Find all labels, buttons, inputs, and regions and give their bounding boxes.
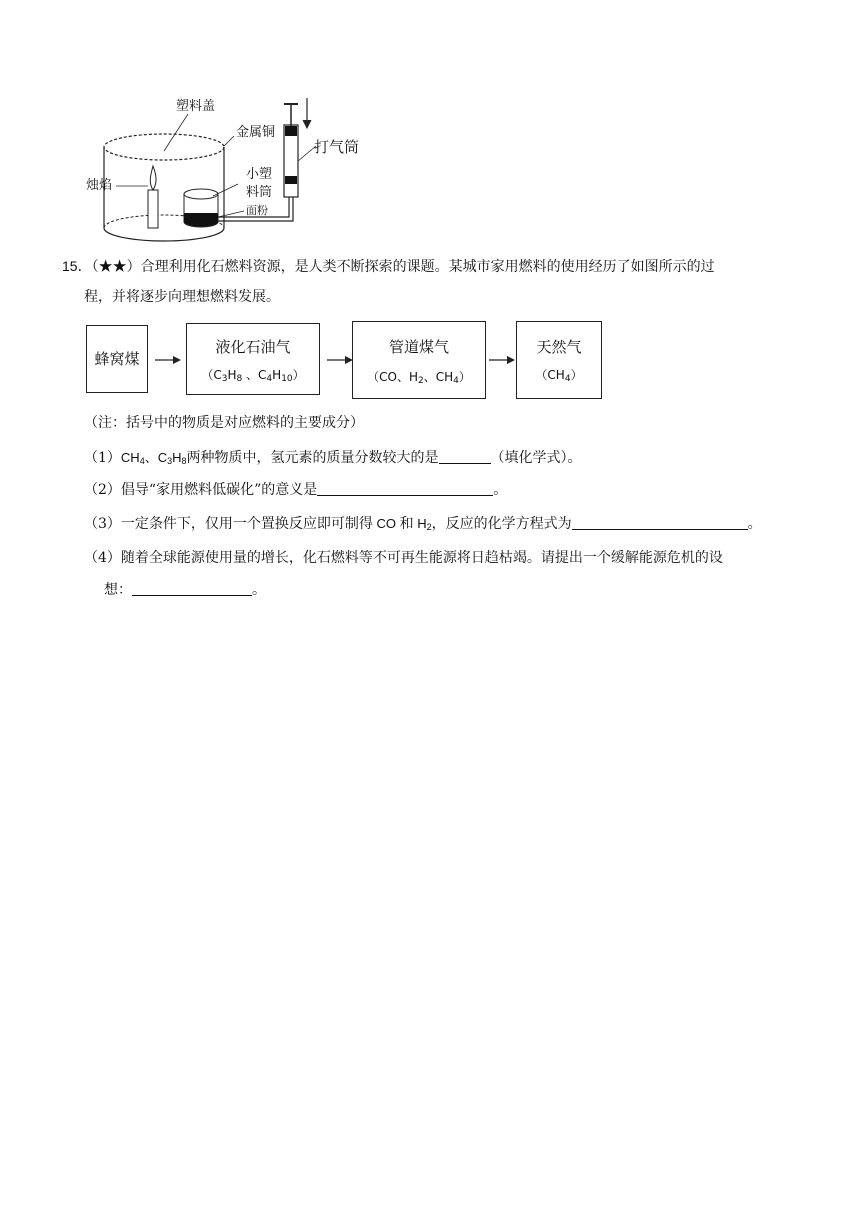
subquestion-4-line1: （4）随着全球能源使用量的增长，化石燃料等不可再生能源将日趋枯竭。请提出一个缓解能源危机的设 <box>84 550 723 566</box>
subquestion-4-line2: 想： 。 <box>104 582 266 598</box>
subquestion-3: （3）一定条件下，仅用一个置换反应即可制得 CO 和 $H_2$，反应的化学方程式为 。 <box>84 516 762 532</box>
apparatus-figure <box>78 86 378 246</box>
question-intro-line1 <box>62 256 715 277</box>
flow-box-lpg <box>186 323 320 395</box>
answer-blank-2[interactable] <box>317 480 493 496</box>
flow-box4-title: 天然气 <box>536 338 582 356</box>
label-cup-2: 料筒 <box>246 185 273 200</box>
flow-box-natural-gas <box>516 321 602 399</box>
small-cup-top <box>184 189 218 199</box>
flow-box-honeycomb-coal <box>86 325 148 393</box>
answer-blank-1[interactable] <box>439 448 491 464</box>
question-intro-line2: 程，并将逐步向理想燃料发展。 <box>84 289 280 305</box>
flow-arrow-icon <box>326 355 354 365</box>
label-candle: 烛焰 <box>86 178 113 193</box>
answer-blank-3[interactable] <box>572 514 748 530</box>
can-bottom <box>104 228 224 241</box>
subquestion-1: $(1)CH_4$、$C_3H_8$两种物质中，氢元素的质量分数较大的是 （填化学式）。 <box>84 450 582 466</box>
difficulty-stars: （★★） <box>91 259 141 275</box>
fuel-flow-diagram <box>86 321 606 403</box>
question-number: 15． <box>62 258 92 274</box>
label-pump: 打气筒 <box>314 138 360 156</box>
answer-blank-4[interactable] <box>132 580 252 596</box>
flow-box2-title: 液化石油气 <box>215 338 291 356</box>
flow-box4-formula: $(CH_4)$ <box>535 368 583 384</box>
flow-box-pipeline-gas <box>352 321 486 399</box>
flow-box3-title: 管道煤气 <box>388 338 449 356</box>
candle <box>148 190 158 228</box>
flow-box1-label: 蜂窝煤 <box>94 350 140 368</box>
note-text: （注：括号中的物质是对应燃料的主要成分） <box>84 415 364 431</box>
flow-box3-formula: （CO、$H_2$、$CH_4$） <box>367 370 471 386</box>
flow-arrow-icon <box>488 355 516 365</box>
label-lid: 塑料盖 <box>176 99 216 114</box>
candle-flame <box>150 166 156 190</box>
flow-arrow-icon <box>154 355 182 365</box>
flour <box>184 213 218 222</box>
label-copper: 金属铜 <box>236 125 276 140</box>
label-cup-1: 小塑 <box>246 167 273 182</box>
label-flour: 面粉 <box>246 204 268 217</box>
can-top <box>104 134 224 160</box>
subquestion-2: （2）倡导“家用燃料低碳化”的意义是 。 <box>84 482 508 498</box>
flow-box2-formula: （$C_3H_8$ 、$C_4H_{10}$） <box>201 368 305 384</box>
question-intro: 合理利用化石燃料资源，是人类不断探索的课题。某城市家用燃料的使用经历了如图所示的过 <box>140 259 715 275</box>
